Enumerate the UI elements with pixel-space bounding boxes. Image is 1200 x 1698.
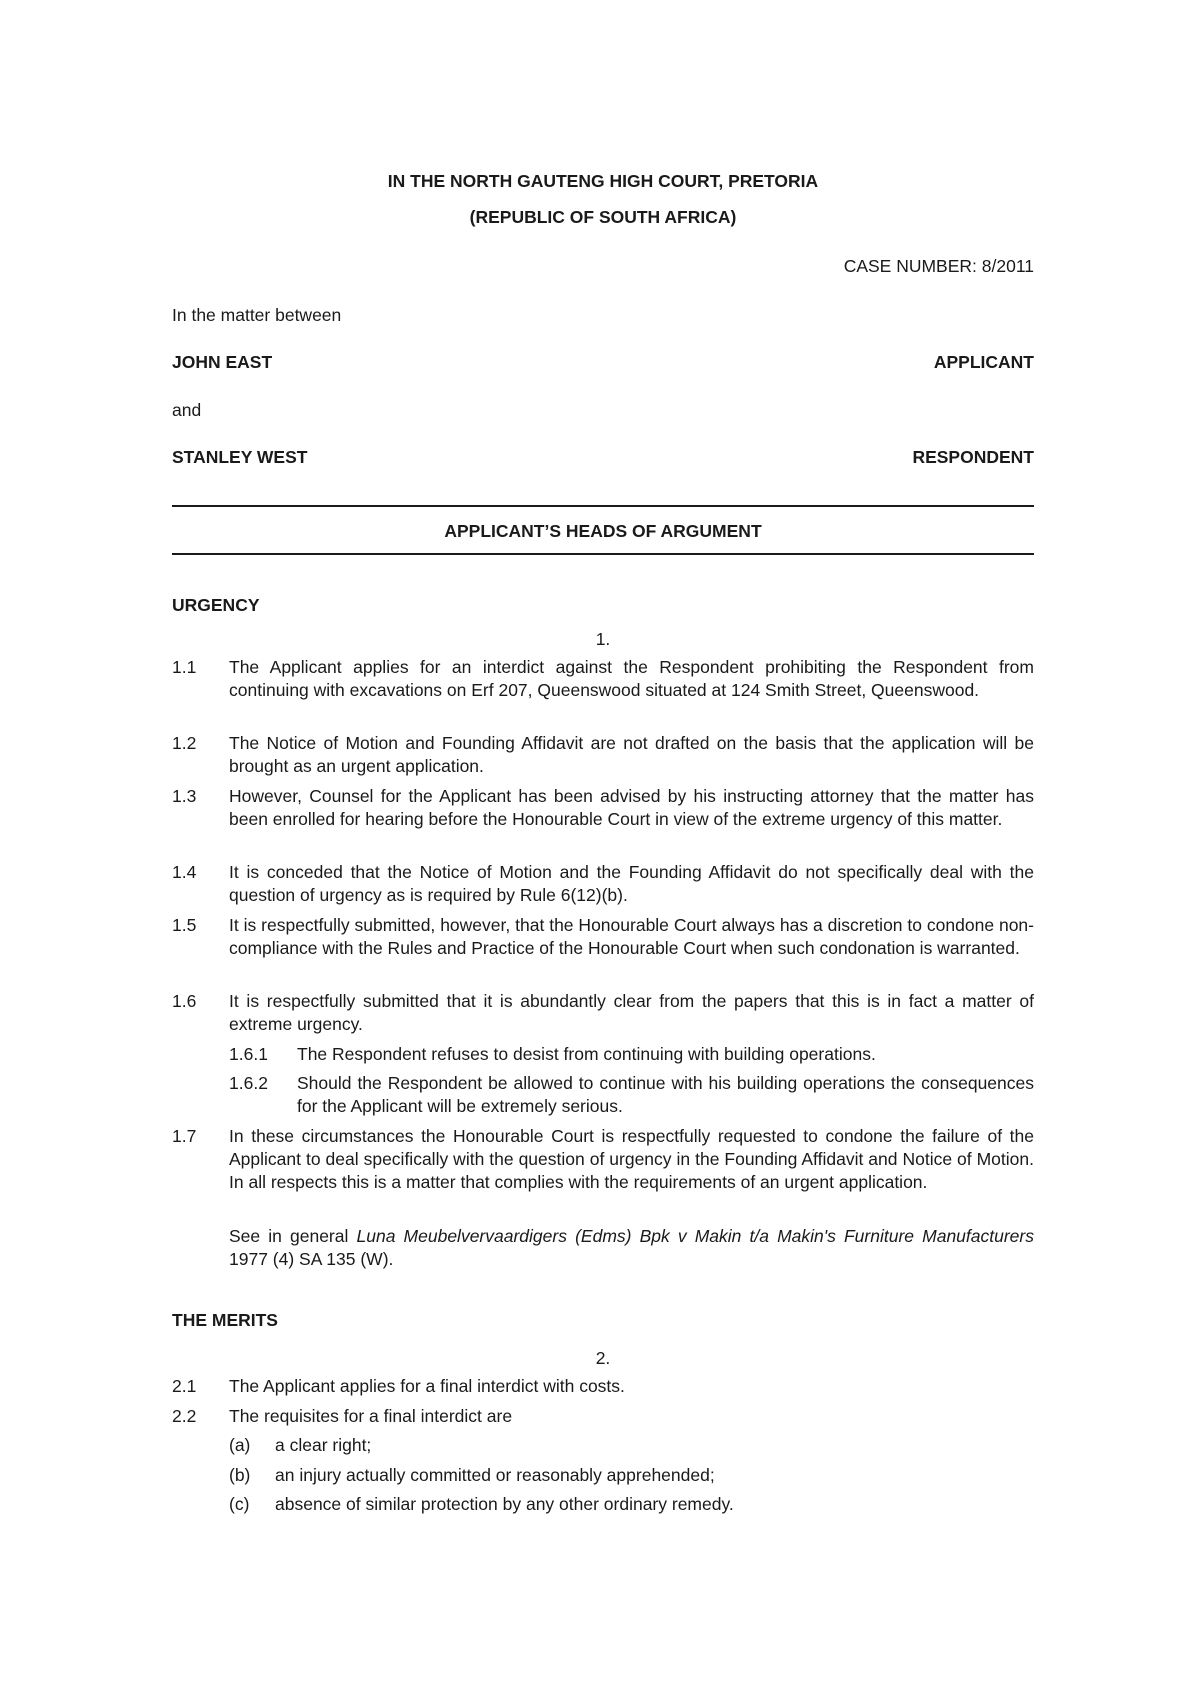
paragraph-1-3 — [172, 785, 1034, 831]
paragraph-number: 1.5 — [172, 915, 197, 935]
paragraph-text: However, Counsel for the Applicant has been advised by his instructing attorney that the matter has been enrolled for hearing before the Honourable Court in view of the extreme urgency of this matter. — [229, 786, 1034, 829]
requisite-text: a clear right; — [275, 1435, 372, 1455]
document-page — [172, 0, 1034, 1698]
paragraph-1-2 — [172, 732, 1034, 778]
section-number-2: 2. — [595, 1348, 611, 1368]
paragraph-text: It is respectfully submitted that it is abundantly clear from the papers that this is in fact a matter of extreme urgency. — [229, 991, 1034, 1034]
paragraph-text: The Notice of Motion and Founding Affidavit are not drafted on the basis that the application will be brought as an urgent application. — [229, 733, 1034, 776]
paragraph-number: 1.3 — [172, 786, 197, 806]
paragraph-1-7 — [172, 1125, 1034, 1194]
paragraph-number: 1.4 — [172, 862, 197, 882]
paragraph-text: The Applicant applies for an interdict against the Respondent prohibiting the Respondent from continuing with excavations on Erf 207, Queenswood situated at 124 Smith Street, Queenswood. — [229, 657, 1034, 700]
requisite-label: (a) — [229, 1435, 251, 1455]
subparagraph-1-6-2 — [229, 1072, 1034, 1118]
paragraph-number: 2.2 — [172, 1406, 197, 1426]
respondent-role: RESPONDENT — [912, 447, 1034, 467]
subparagraph-text: Should the Respondent be allowed to continue with his building operations the consequences for the Applicant will be extremely serious. — [297, 1073, 1034, 1116]
respondent-name: STANLEY WEST — [172, 447, 308, 467]
republic-heading: (REPUBLIC OF SOUTH AFRICA) — [469, 207, 737, 227]
applicant-role: APPLICANT — [933, 352, 1034, 372]
paragraph-number: 1.6 — [172, 991, 197, 1011]
requisite-label: (c) — [229, 1494, 250, 1514]
paragraph-text: It is respectfully submitted, however, that the Honourable Court always has a discretion to condone non-compliance with the Rules and Practice of the Honourable Court when such condonation is warranted. — [229, 915, 1034, 958]
court-name-heading: IN THE NORTH GAUTENG HIGH COURT, PRETORIA — [387, 171, 819, 191]
paragraph-number: 1.2 — [172, 733, 197, 753]
applicant-name: JOHN EAST — [172, 352, 273, 372]
requisite-c — [229, 1493, 1034, 1516]
document-title: APPLICANT’S HEADS OF ARGUMENT — [444, 521, 762, 541]
paragraph-number: 1.1 — [172, 657, 197, 677]
section-number-1: 1. — [595, 629, 611, 649]
citation-reference: 1977 (4) SA 135 (W). — [229, 1249, 394, 1269]
requisite-label: (b) — [229, 1465, 251, 1485]
urgency-heading: URGENCY — [172, 595, 260, 615]
paragraph-2-2 — [172, 1405, 1034, 1428]
bottom-divider — [172, 553, 1034, 555]
case-citation — [229, 1225, 1034, 1271]
paragraph-text: The Applicant applies for a final interdict with costs. — [229, 1376, 625, 1396]
paragraph-number: 1.7 — [172, 1126, 197, 1146]
paragraph-1-4 — [172, 861, 1034, 907]
paragraph-number: 2.1 — [172, 1376, 197, 1396]
citation-case-name: Luna Meubelvervaardigers (Edms) Bpk v Makin t/a Makin's Furniture Manufacturers — [356, 1226, 1034, 1246]
paragraph-2-1 — [172, 1375, 1034, 1398]
paragraph-1-6 — [172, 990, 1034, 1036]
respondent-row — [172, 446, 1034, 469]
paragraph-1-1 — [172, 656, 1034, 702]
merits-heading: THE MERITS — [172, 1310, 278, 1330]
paragraph-text: In these circumstances the Honourable Court is respectfully requested to condone the failure of the Applicant to deal specifically with the question of urgency in the Founding Affidavit and Notice of Motion. In all respects this is a matter that complies with the requirements of an urgent application. — [229, 1126, 1034, 1192]
subparagraph-text: The Respondent refuses to desist from continuing with building operations. — [297, 1044, 876, 1064]
applicant-row — [172, 351, 1034, 374]
subparagraph-1-6-1 — [229, 1043, 1034, 1066]
requisite-a — [229, 1434, 1034, 1457]
requisite-text: absence of similar protection by any other ordinary remedy. — [275, 1494, 734, 1514]
subparagraph-number: 1.6.2 — [229, 1073, 268, 1093]
top-divider — [172, 505, 1034, 507]
subparagraph-number: 1.6.1 — [229, 1044, 268, 1064]
citation-prefix: See in general — [229, 1226, 357, 1246]
case-number: CASE NUMBER: 8/2011 — [843, 256, 1034, 276]
and-text: and — [172, 400, 202, 420]
requisite-text: an injury actually committed or reasonably apprehended; — [275, 1465, 715, 1485]
paragraph-1-5 — [172, 914, 1034, 960]
matter-between-text: In the matter between — [172, 305, 342, 325]
requisite-b — [229, 1464, 1034, 1487]
paragraph-text: The requisites for a final interdict are — [229, 1406, 513, 1426]
paragraph-text: It is conceded that the Notice of Motion and the Founding Affidavit do not specifically deal with the question of urgency as is required by Rule 6(12)(b). — [229, 862, 1034, 905]
